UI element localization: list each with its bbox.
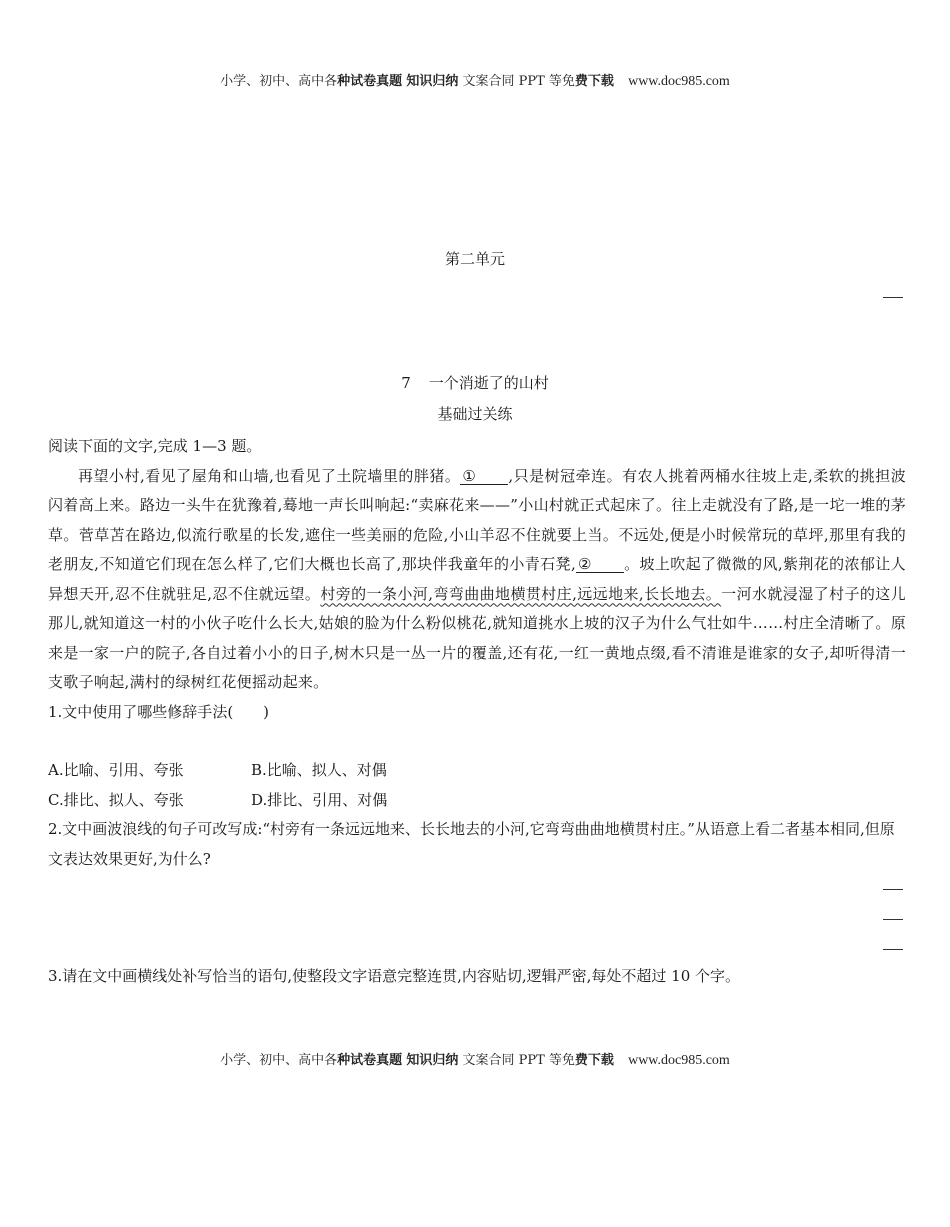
options-row-ab [48, 756, 906, 786]
question-2-stem: 2.文中画波浪线的句子可改写成:“村旁有一条远远地来、长长地去的小河,它弯弯曲曲地横贯村庄。”从语意上看二者基本相同,但原文表达效果更好,为什么? [48, 820, 895, 868]
unit-title: 第二单元 [444, 250, 505, 268]
reading-passage [48, 462, 906, 698]
footer-banner [0, 1049, 950, 1069]
option-c: C.排比、拟人、夸张 [48, 790, 184, 809]
answer-line-dash [883, 297, 903, 298]
spacer [48, 727, 906, 756]
passage-segment-4: 一河水就浸湿了村子的这儿那儿,就知道这一村的小伙子吃什么长大,姑娘的脸为什么粉似桃花,就知道挑水上坡的汉子为什么气壮如牛……村庄全清晰了。原来是一家一户的院子,各自过着小小的日子,树木只是一丛一片的覆盖,还有花,一红一黄地点缀,看不清谁是谁家的女子,却听得清一支歌子响起,满村的绿树红花便摇动起来。 [48, 584, 906, 691]
passage-segment-3: 。坡上吹起了微微的风,紫荆花的浓郁让人异想天开,忍不住就驻足,忍不住就远望。 [48, 555, 906, 603]
option-d: D.排比、引用、对偶 [251, 790, 388, 809]
footer-banner-part3: 知识归纳 [406, 1053, 459, 1068]
header-banner-url: www.doc985.com [628, 74, 730, 89]
header-banner-part1: 小学、初中、高中各 [220, 74, 338, 89]
footer-banner-part4: 文案合同 PPT 等免 [462, 1053, 575, 1068]
lesson-number: 7 [401, 374, 411, 392]
question-3-stem: 3.请在文中画横线处补写恰当的语句,使整段文字语意完整连贯,内容贴切,逻辑严密,每处不超过 10 个字。 [48, 967, 741, 985]
answer-line-dash [883, 949, 903, 950]
wavy-underlined-sentence: 村旁的一条小河,弯弯曲曲地横贯村庄,远远地来,长长地去。 [320, 584, 722, 603]
passage-segment-1: 再望小村,看见了屋角和山墙,也看见了土院墙里的胖猪。 [78, 466, 461, 485]
lesson-title [0, 372, 950, 393]
question-1-stem: 1.文中使用了哪些修辞手法( ) [48, 702, 270, 721]
option-b: B.比喻、拟人、对偶 [251, 761, 387, 779]
footer-banner-part5: 费下载 [574, 1053, 614, 1068]
answer-line-dash [883, 889, 903, 890]
option-a: A.比喻、引用、夸张 [48, 761, 184, 779]
section-subtitle: 基础过关练 [437, 405, 513, 423]
footer-banner-url: www.doc985.com [628, 1053, 730, 1068]
header-banner-part5: 费下载 [574, 74, 614, 89]
header-banner [0, 70, 950, 90]
exercise-content [48, 432, 906, 992]
footer-banner-part1: 小学、初中、高中各 [220, 1053, 338, 1068]
options-row-cd [48, 786, 906, 816]
passage-segment-2: ,只是树冠牵连。有农人挑着两桶水往坡上走,柔软的挑担波闪着高上来。路边一头牛在犹豫着,蓦地一声长叫响起:“卖麻花来——”小山村就正式起床了。往上走就没有了路,是一坨一堆的茅草。菅草苫在路边,似流行歌星的长发,遮住一些美丽的危险,小山羊忍不住就要上当。不远处,便是小时候常玩的草坪,那里有我的老朋友,不知道它们现在怎么样了,它们大概也长高了,那块伴我童年的小青石凳, [48, 466, 907, 573]
lesson-name: 一个消逝了的山村 [428, 374, 549, 392]
blank-2: ② [576, 556, 624, 573]
header-banner-part4: 文案合同 PPT 等免 [462, 74, 575, 89]
question-2-answer-lines [48, 874, 906, 962]
reading-instruction: 阅读下面的文字,完成 1—3 题。 [48, 437, 262, 455]
footer-banner-part2: 种试卷真题 [337, 1053, 403, 1068]
answer-line-dash [883, 919, 903, 920]
header-banner-part3: 知识归纳 [406, 74, 459, 89]
header-banner-part2: 种试卷真题 [337, 74, 403, 89]
blank-1: ① [460, 468, 508, 485]
